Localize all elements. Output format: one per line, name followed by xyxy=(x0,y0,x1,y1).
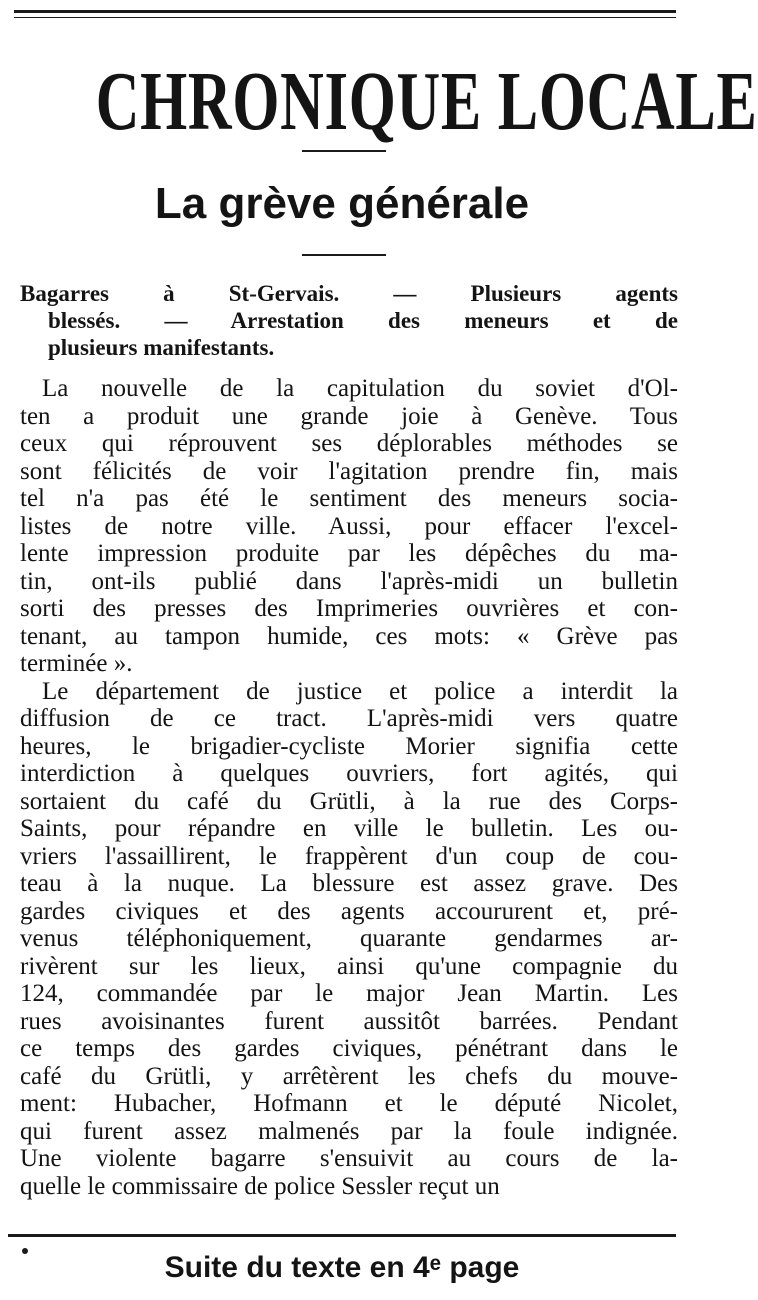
paragraph-line: heures, le brigadier-cycliste Morier signifia cette xyxy=(20,732,678,760)
top-double-rule xyxy=(14,10,676,13)
paragraph-line: diffusion de ce tract. L'après-midi vers quatre xyxy=(20,705,678,732)
paragraph-line: rues avoisinantes furent aussitôt barrées. Pendant xyxy=(20,1007,678,1035)
paragraph-line: 124, commandée par le major Jean Martin. Les xyxy=(20,980,678,1007)
continuation-note: Suite du texte en 4ᵉ page xyxy=(164,1251,520,1284)
article-body xyxy=(20,375,678,1200)
paragraph-line: tel n'a pas été le sentiment des meneurs socia- xyxy=(20,485,678,512)
article-paragraph xyxy=(20,375,678,678)
article-subhead xyxy=(20,280,678,361)
paragraph-line: quelle le commissaire de police Sessler reçut un xyxy=(20,1172,500,1200)
paragraph-line: interdiction à quelques ouvriers, fort agités, qui xyxy=(20,760,678,787)
paragraph-line: sont félicités de voir l'agitation prendre fin, mais xyxy=(20,457,678,485)
article-paragraph xyxy=(20,678,678,1201)
paragraph-line: vriers l'assaillirent, le frappèrent d'un coup de cou- xyxy=(20,842,678,870)
paragraph-line: listes de notre ville. Aussi, pour effacer l'excel- xyxy=(20,512,678,540)
bottom-rule xyxy=(8,1234,676,1237)
article-headline: La grève générale xyxy=(154,179,530,228)
paragraph-line: venus téléphoniquement, quarante gendarmes ar- xyxy=(20,925,678,952)
paragraph-line: qui furent assez malmenés par la foule indignée. xyxy=(20,1117,678,1145)
paragraph-line: Le département de justice et police a interdit la xyxy=(42,677,678,705)
paragraph-line: tin, ont-ils publié dans l'après-midi un bulletin xyxy=(20,567,678,595)
paragraph-line: Une violente bagarre s'ensuivit au cours de la- xyxy=(20,1145,678,1172)
rubric-divider xyxy=(302,150,386,152)
paragraph-line: lente impression produite par les dépêches du ma- xyxy=(20,540,678,567)
subhead-line: Bagarres à St-Gervais. — Plusieurs agents xyxy=(20,281,678,306)
paragraph-line: tenant, au tampon humide, ces mots: « Grève pas xyxy=(20,622,678,650)
paragraph-line: café du Grütli, y arrêtèrent les chefs du mouve- xyxy=(20,1062,678,1090)
paragraph-line: rivèrent sur les lieux, ainsi qu'une compagnie du xyxy=(20,952,678,980)
paragraph-line: ten a produit une grande joie à Genève. Tous xyxy=(20,402,678,430)
paragraph-line: ce temps des gardes civiques, pénétrant dans le xyxy=(20,1035,678,1062)
top-thin-rule xyxy=(14,17,676,18)
paragraph-line: ceux qui réprouvent ses déplorables méthodes se xyxy=(20,430,678,457)
paragraph-line: sortaient du café du Grütli, à la rue des Corps- xyxy=(20,787,678,815)
paragraph-line: gardes civiques et des agents accoururent et, pré- xyxy=(20,897,678,925)
subhead-line: plusieurs manifestants. xyxy=(48,335,275,360)
paragraph-line: teau à la nuque. La blessure est assez grave. Des xyxy=(20,870,678,897)
paragraph-line: La nouvelle de la capitulation du soviet d'Ol- xyxy=(42,375,678,402)
paragraph-line: terminée ». xyxy=(20,650,133,677)
paragraph-line: sorti des presses des Imprimeries ouvrières et con- xyxy=(20,595,678,622)
paragraph-line: ment: Hubacher, Hofmann et le député Nicolet, xyxy=(20,1090,678,1117)
subhead-line: blessés. — Arrestation des meneurs et de xyxy=(48,308,678,333)
section-rubric: CHRONIQUE LOCALE xyxy=(95,55,758,148)
paragraph-line: Saints, pour répandre en ville le bulletin. Les ou- xyxy=(20,815,678,842)
headline-divider xyxy=(302,254,386,256)
